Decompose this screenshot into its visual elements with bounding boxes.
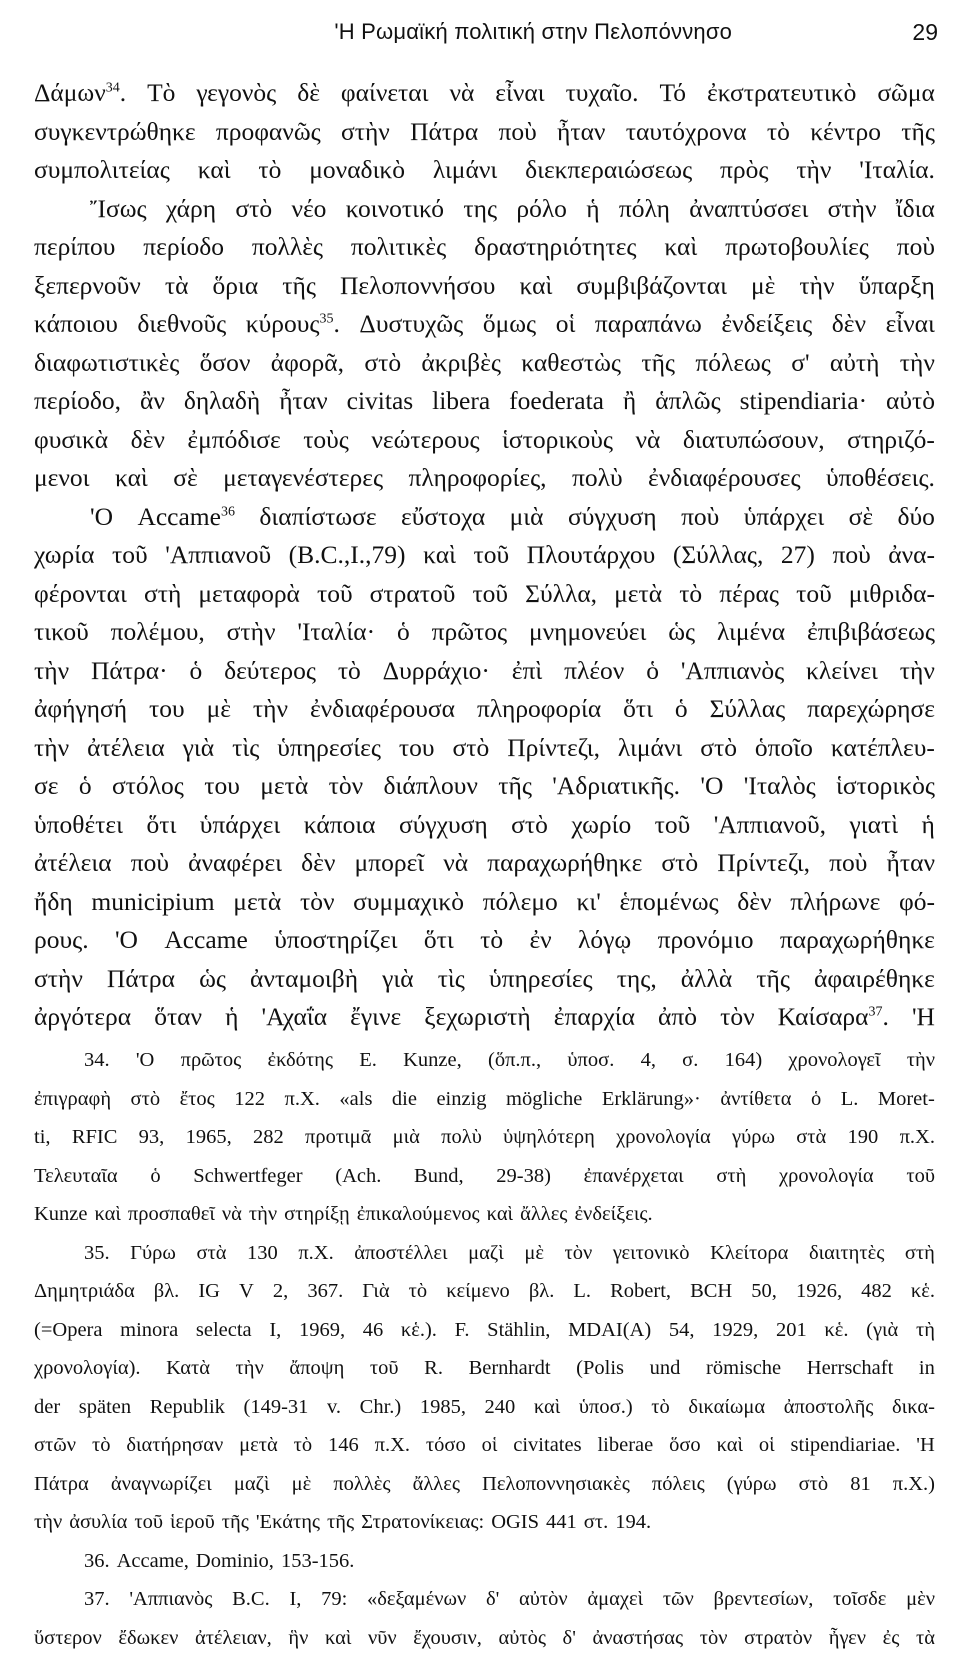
text-line: σε ὁ στόλος του μετὰ τὸν διάπλουν τῆς 'Αδριατικῆς. 'Ο 'Ιταλὸς ἱστορικὸς — [34, 767, 935, 806]
text-line: στὴν Πάτρα ὡς ἀνταμοιβὴ γιὰ τὶς ὑπηρεσίες της, ἀλλὰ τῆς ἀφαιρέθηκε — [34, 960, 935, 999]
text-line: ἀργότερα ὅταν ἡ 'Αχαΐα ἔγινε ξεχωριστὴ ἐπαρχία ἀπὸ τὸν Καίσαρα$^{37}$. 'Η — [34, 998, 935, 1037]
text-line: φέρονται στὴ μεταφορὰ τοῦ στρατοῦ τοῦ Σύλλα, μετὰ τὸ πέρας τοῦ μιθριδα- — [34, 575, 935, 614]
text-line: Δάμων$^{34}$. Τὸ γεγονὸς δὲ φαίνεται νὰ εἶναι τυχαῖο. Τό ἐκστρατευτικὸ σῶμα — [34, 74, 935, 113]
text-line: τικοῦ πολέμου, στὴν 'Ιταλία· ὁ πρῶτος μνημονεύει ὡς λιμένα ἐπιβιβάσεως — [34, 613, 935, 652]
page-number: 29 — [912, 19, 938, 46]
footnote-line: Kunze καὶ προσπαθεῖ νὰ τὴν στηρίξῃ ἐπικαλούμενος καὶ ἄλλες ἐνδείξεις. — [34, 1199, 935, 1238]
text-line: ρους. 'Ο Accame ὑποστηρίζει ὅτι τὸ ἐν λόγῳ προνόμιο παραχωρήθηκε — [34, 921, 935, 960]
text-line: περίοδο, ἂν δηλαδὴ ἦταν civitas libera foederata ἢ ἁπλῶς stipendiaria· αὐτὸ — [34, 382, 935, 421]
text-line: ἀτέλεια ποὺ ἀναφέρει δὲν μπορεῖ νὰ παραχωρήθηκε στὸ Πρίντεζι, ποὺ ἦταν — [34, 844, 935, 883]
footnote-line: ti, RFIC 93, 1965, 282 προτιμᾶ μιὰ πολὺ ὑψηλότερη χρονολογία γύρω στὰ 190 π.Χ. — [34, 1122, 935, 1161]
text-line: ἤδη municipium μετὰ τὸν συμμαχικὸ πόλεμο κι' ἑπομένως δὲν πλήρωνε φό- — [34, 883, 935, 922]
footnote-line: τὴν ἀσυλία τοῦ ἱεροῦ τῆς 'Εκάτης τῆς Στρατονίκειας: OGIS 441 στ. 194. — [34, 1507, 935, 1546]
footnote-line: Τελευταῖα ὁ Schwertfeger (Ach. Bund, 29-38) ἐπανέρχεται στὴ χρονολογία τοῦ — [34, 1161, 935, 1200]
footnote-line: 36. Accame, Dominio, 153-156. — [34, 1546, 935, 1585]
text-line: ξεπερνοῦν τὰ ὅρια τῆς Πελοποννήσου καὶ συμβιβάζονται μὲ τὴν ὕπαρξη — [34, 267, 935, 306]
text-line: τὴν ἀτέλεια γιὰ τὶς ὑπηρεσίες του στὸ Πρίντεζι, λιμάνι στὸ ὁποῖο κατέπλευ- — [34, 729, 935, 768]
footnote-line: (=Opera minora selecta I, 1969, 46 κἑ.). F. Stählin, MDAI(A) 54, 1929, 201 κἑ. (γιὰ τὴ — [34, 1315, 935, 1354]
footnotes — [34, 1045, 935, 1661]
main-text — [34, 74, 935, 1037]
text-line: ὑποθέτει ὅτι ὑπάρχει κάποια σύγχυση στὸ χωρίο τοῦ 'Αππιανοῦ, γιατὶ ἡ — [34, 806, 935, 845]
page-header — [34, 12, 938, 52]
footnote-line: ὕστερον ἔδωκεν ἀτέλειαν, ἣν καὶ νῦν ἔχουσιν, αὐτὸς δ' ἀναστήσας τὸν στρατὸν ἦγεν ἐς τὰ — [34, 1623, 935, 1661]
text-line: 'Ο Accame$^{36}$ διαπίστωσε εὔστοχα μιὰ σύγχυση ποὺ ὑπάρχει σὲ δύο — [34, 498, 935, 537]
text-line: διαφωτιστικὲς ὅσον ἀφορᾶ, στὸ ἀκριβὲς καθεστὼς τῆς πόλεως σ' αὐτὴ τὴν — [34, 344, 935, 383]
text-line: κάποιου διεθνοῦς κύρους$^{35}$. Δυστυχῶς ὅμως οἱ παραπάνω ἐνδείξεις δὲν εἶναι — [34, 305, 935, 344]
text-line: τὴν Πάτρα· ὁ δεύτερος τὸ Δυρράχιο· ἐπὶ πλέον ὁ 'Αππιανὸς κλείνει τὴν — [34, 652, 935, 691]
text-line: Ἴσως χάρη στὸ νέο κοινοτικό της ρόλο ἡ πόλη ἀναπτύσσει στὴν ἴδια — [34, 190, 935, 229]
text-line: συμπολιτείας καὶ τὸ μοναδικὸ λιμάνι διεκπεραιώσεως πρὸς τὴν 'Ιταλία. — [34, 151, 935, 190]
footnote-line: 35. Γύρω στὰ 130 π.Χ. ἀποστέλλει μαζὶ μὲ τὸν γειτονικὸ Κλείτορα διαιτητὲς στὴ — [34, 1238, 935, 1277]
footnote-line: ἐπιγραφὴ στὸ ἔτος 122 π.Χ. «als die einzig mögliche Erklärung»· ἀντίθετα ὁ L. Moret- — [34, 1084, 935, 1123]
footnote-line: χρονολογία). Κατὰ τὴν ἄποψη τοῦ R. Bernhardt (Polis und römische Herrschaft in — [34, 1353, 935, 1392]
text-line: συγκεντρώθηκε προφανῶς στὴν Πάτρα ποὺ ἦταν ταυτόχρονα τὸ κέντρο τῆς — [34, 113, 935, 152]
footnote-line: στῶν τὸ διατήρησαν μετὰ τὸ 146 π.Χ. τόσο οἱ civitates liberae ὅσο καὶ οἱ stipendiariae. 'Η — [34, 1430, 935, 1469]
text-line: χωρία τοῦ 'Αππιανοῦ (B.C.,I.,79) καὶ τοῦ Πλουτάρχου (Σύλλας, 27) ποὺ ἀνα- — [34, 536, 935, 575]
text-line: περίπου περίοδο πολλὲς πολιτικὲς δραστηριότητες καὶ πρωτοβουλίες ποὺ — [34, 228, 935, 267]
footnote-line: 34. 'Ο πρῶτος ἐκδότης E. Kunze, (ὅπ.π., ὑποσ. 4, σ. 164) χρονολογεῖ τὴν — [34, 1045, 935, 1084]
footnote-line: 37. 'Αππιανὸς B.C. I, 79: «δεξαμένων δ' αὐτὸν ἀμαχεὶ τῶν βρεντεσίων, τοῖσδε μὲν — [34, 1584, 935, 1623]
footnote-line: Δημητριάδα βλ. IG V 2, 367. Γιὰ τὸ κείμενο βλ. L. Robert, BCH 50, 1926, 482 κἑ. — [34, 1276, 935, 1315]
text-line: φυσικὰ δὲν ἐμπόδισε τοὺς νεώτερους ἱστορικοὺς νὰ διατυπώσουν, στηριζό- — [34, 421, 935, 460]
footnote-line: Πάτρα ἀναγνωρίζει μαζὶ μὲ πολλὲς ἄλλες Πελοποννησιακὲς πόλεις (γύρω στὸ 81 π.Χ.) — [34, 1469, 935, 1508]
running-head: 'Η Ρωμαϊκή πολιτική στην Πελοπόννησο — [34, 19, 912, 45]
text-line: ἀφήγησή του μὲ τὴν ἐνδιαφέρουσα πληροφορία ὅτι ὁ Σύλλας παρεχώρησε — [34, 690, 935, 729]
text-line: μενοι καὶ σὲ μεταγενέστερες πληροφορίες, πολὺ ἐνδιαφέρουσες ὑποθέσεις. — [34, 459, 935, 498]
footnote-line: der späten Republik (149-31 v. Chr.) 1985, 240 καὶ ὑποσ.) τὸ δικαίωμα ἀποστολῆς δικα- — [34, 1392, 935, 1431]
